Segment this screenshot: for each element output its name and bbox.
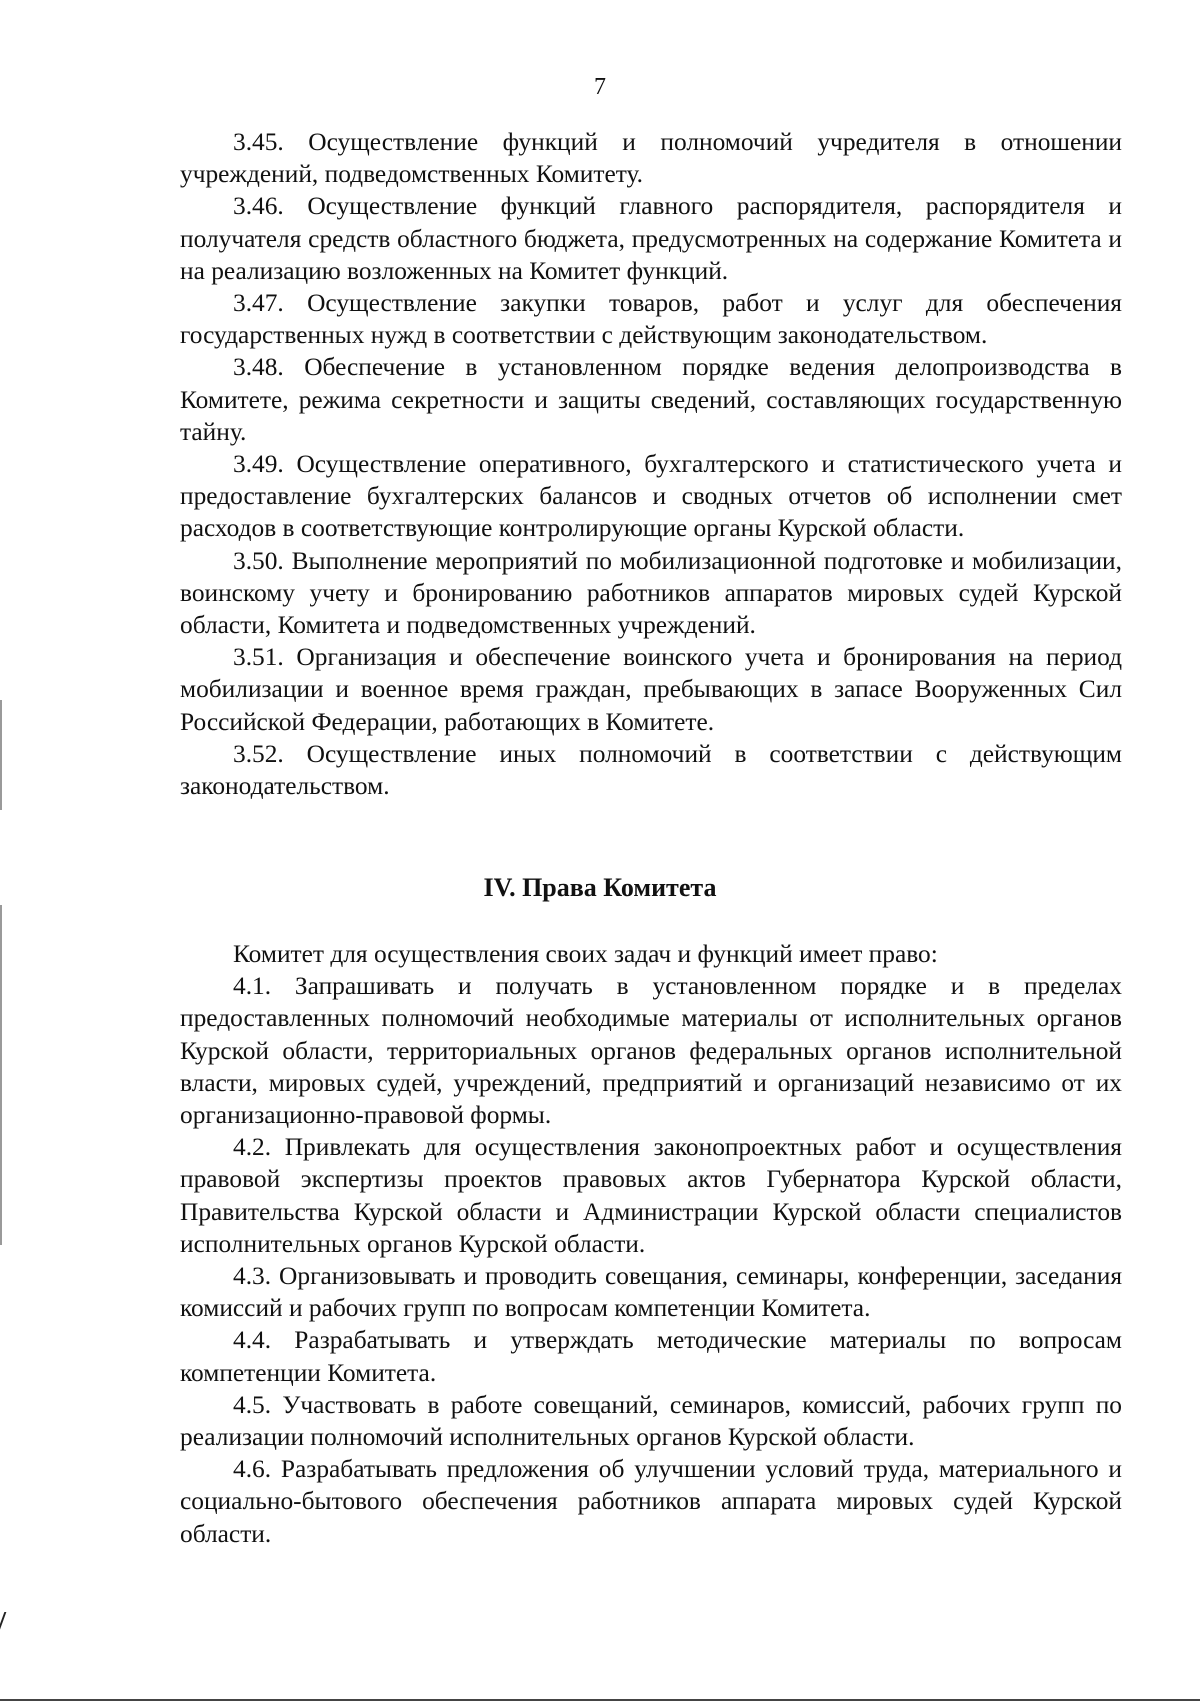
paragraph-4-1: 4.1. Запрашивать и получать в установленном порядке и в пределах предоставленных полномочий необходимые материалы от исполнительных органов Курской области, территориальных органов федеральных органов исполнительной власти, мировых судей, учреждений, предприятий и организаций независимо от их организационно-правовой формы. bbox=[180, 972, 1122, 1130]
paragraph-4-4: 4.4. Разрабатывать и утверждать методические материалы по вопросам компетенции Комитета. bbox=[180, 1326, 1122, 1387]
paragraph-3-51: 3.51. Организация и обеспечение воинского учета и бронирования на период мобилизации и военное время граждан, пребывающих в запасе Вооруженных Сил Российской Федерации, работающих в Комитете. bbox=[180, 643, 1122, 736]
paragraph-3-52: 3.52. Осуществление иных полномочий в соответствии с действующим законодательством. bbox=[180, 739, 1122, 801]
paragraph-4-3: 4.3. Организовывать и проводить совещания, семинары, конференции, заседания комиссий и рабочих групп по вопросам компетенции Комитета. bbox=[180, 1262, 1122, 1323]
section-4-heading: IV. Права Комитета bbox=[483, 873, 717, 902]
paragraph-3-47: 3.47. Осуществление закупки товаров, работ и услуг для обеспечения государственных нужд в соответствии с действующим законодательством. bbox=[180, 289, 1122, 350]
paragraph-3-48: 3.48. Обеспечение в установленном порядке ведения делопроизводства в Комитете, режима секретности и защиты сведений, составляющих государственную тайну. bbox=[180, 353, 1122, 446]
paragraph-4-5: 4.5. Участвовать в работе совещаний, семинаров, комиссий, рабочих групп по реализации полномочий исполнительных органов Курской области. bbox=[180, 1390, 1122, 1452]
paragraph-3-45: 3.45. Осуществление функций и полномочий учредителя в отношении учреждений, подведомственных Комитету. bbox=[180, 128, 1122, 189]
paragraph-3-50: 3.50. Выполнение мероприятий по мобилизационной подготовке и мобилизации, воинскому учету и бронированию работников аппаратов мировых судей Курской области, Комитета и подведомственных учреждений. bbox=[180, 546, 1122, 640]
page-number: 7 bbox=[594, 74, 606, 100]
paragraph-3-49: 3.49. Осуществление оперативного, бухгалтерского и статистического учета и предоставление бухгалтерских балансов и сводных отчетов об исполнении смет расходов в соответствующие контролирующие органы Курской области. bbox=[180, 450, 1122, 543]
scan-edge-line bbox=[0, 905, 2, 1245]
scan-edge-line bbox=[0, 700, 2, 810]
section-4-body bbox=[180, 938, 1122, 1550]
paragraph-4-6: 4.6. Разрабатывать предложения об улучшении условий труда, материального и социально-бытового обеспечения работников аппарата мировых судей Курской области. bbox=[180, 1455, 1122, 1548]
paragraph-4-2: 4.2. Привлекать для осуществления законопроектных работ и осуществления правовой экспертизы проектов правовых актов Губернатора Курской области, Правительства Курской области и Администрации Курской области специалистов исполнительных органов Курской области. bbox=[180, 1133, 1122, 1258]
paragraph-3-46: 3.46. Осуществление функций главного распорядителя, распорядителя и получателя средств областного бюджета, предусмотренных на содержание Комитета и на реализацию возложенных на Комитет функций. bbox=[180, 192, 1122, 285]
section-3-body bbox=[180, 126, 1122, 802]
section-4-intro: Комитет для осуществления своих задач и функций имеет право: bbox=[233, 940, 938, 968]
scan-mark bbox=[0, 1612, 12, 1636]
